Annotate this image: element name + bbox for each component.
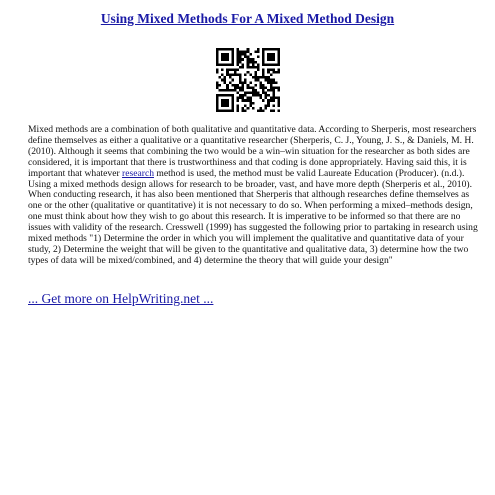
title-link[interactable]: Using Mixed Methods For A Mixed Method Design [100, 11, 395, 26]
qr-code-icon [216, 48, 280, 112]
document-title [0, 11, 495, 27]
get-more-link[interactable]: ... Get more on HelpWriting.net ... [28, 291, 214, 306]
research-link[interactable]: research [122, 167, 154, 179]
get-more-link-container [28, 291, 213, 307]
body-text-end: method is used, the method must be valid Laureate Education (Producer). (n.d.). Using a mixed methods design allows for research to be broader, vast, and have more depth (Sherperis et al., 2010). When conducting research, it has also been mentioned that Sherperis that although researches define themselves as one or the other (qualitative or quantitative) it is not necessary to do so. When performing a mixed–methods design, one must think about how they wish to go about this research. It is imperative to be informed so that there are no issues with validity of the research. Cresswell (1999) has suggested the following prior to partaking in research using mixed methods "1) Determine the order in which you will implement the qualitative and quantitative data of your study, 2) Determine the weight that will be given to the quantitative and qualitative data, 3) determine how the two types of data will be mixed/combined, and 4) determine the theory that will guide your design" [28, 167, 478, 266]
body-text-start: Mixed methods are a combination of both qualitative and quantitative data. According to Sherperis, most researchers define themselves as either a qualitative or a quantitative researcher (Sherperis, C. J., Young, J. S., & Daniels, M. H. (2010). Although it seems that combining the two would be a win–win situation for the researcher as both sides are considered, it is important that there is trustworthiness and that coding is done appropriately. Having said this, it is important that whatever [28, 124, 477, 179]
body-paragraph [28, 125, 480, 267]
